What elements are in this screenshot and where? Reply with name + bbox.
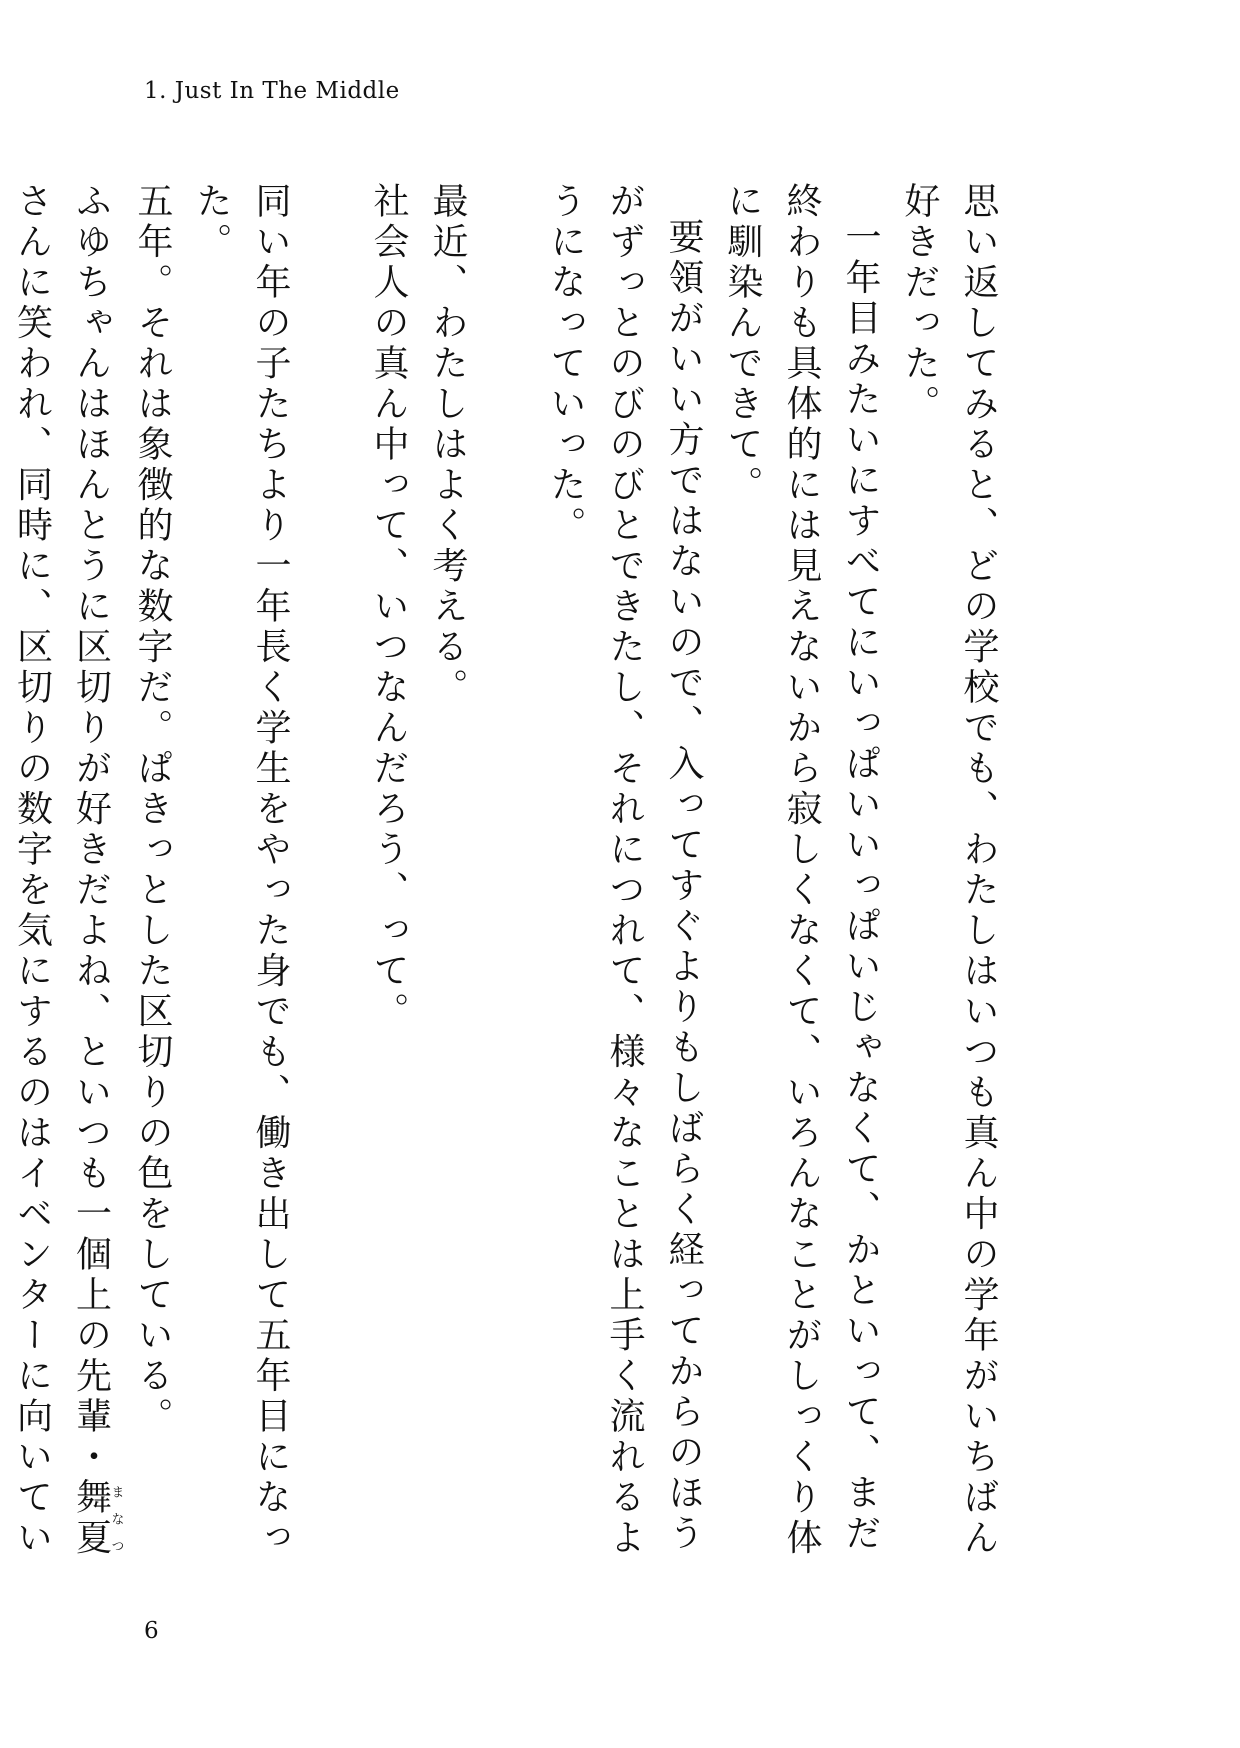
- paragraph: 同い年の子たちより一年長く学生をやった身でも、働き出して五年目になった。: [191, 182, 291, 1559]
- paragraph: 社会人の真ん中って、いつなんだろう、って。: [368, 182, 409, 1033]
- paragraph-text: ふゆちゃんはほんとうに区切りが好きだよね、といつも一個上の先輩・: [70, 182, 112, 1478]
- ruby-base: 舞夏: [70, 1478, 112, 1559]
- paragraph: 五年。それは象徴的な数字だ。ぱきっとした区切りの色をしている。: [132, 182, 173, 1438]
- paragraph: 要領がいい方ではないので、入ってすぐよりもしばらく経ってからのほうがずっとのびのびとできたし、それにつれて、様々なことは上手く流れるようになっていった。: [545, 182, 704, 1559]
- paragraph-break: [300, 182, 359, 1562]
- ruby-reading: まなつ: [108, 1478, 124, 1559]
- page-number: 6: [144, 1618, 159, 1644]
- paragraph-break: [477, 182, 536, 1562]
- running-head: 1. Just In The Middle: [144, 78, 400, 104]
- body-text: [11, 182, 1008, 1562]
- paragraph: 最近、わたしはよく考える。: [427, 182, 468, 709]
- ruby-annotation: [70, 1478, 124, 1559]
- paragraph: [0, 182, 123, 1562]
- paragraph-text: さんに笑われ、同時に、区切りの数字を気にするのはイベンターに向いてい: [11, 182, 53, 1559]
- paragraph: 思い返してみると、どの学校でも、わたしはいつも真ん中の学年がいちばん好きだった。: [899, 182, 999, 1559]
- paragraph: 一年目みたいにすべてにいっぱいいっぱいじゃなくて、かといって、まだ終わりも具体的には見えないから寂しくなくて、いろんなことがしっくり体に馴染んできて。: [722, 182, 881, 1559]
